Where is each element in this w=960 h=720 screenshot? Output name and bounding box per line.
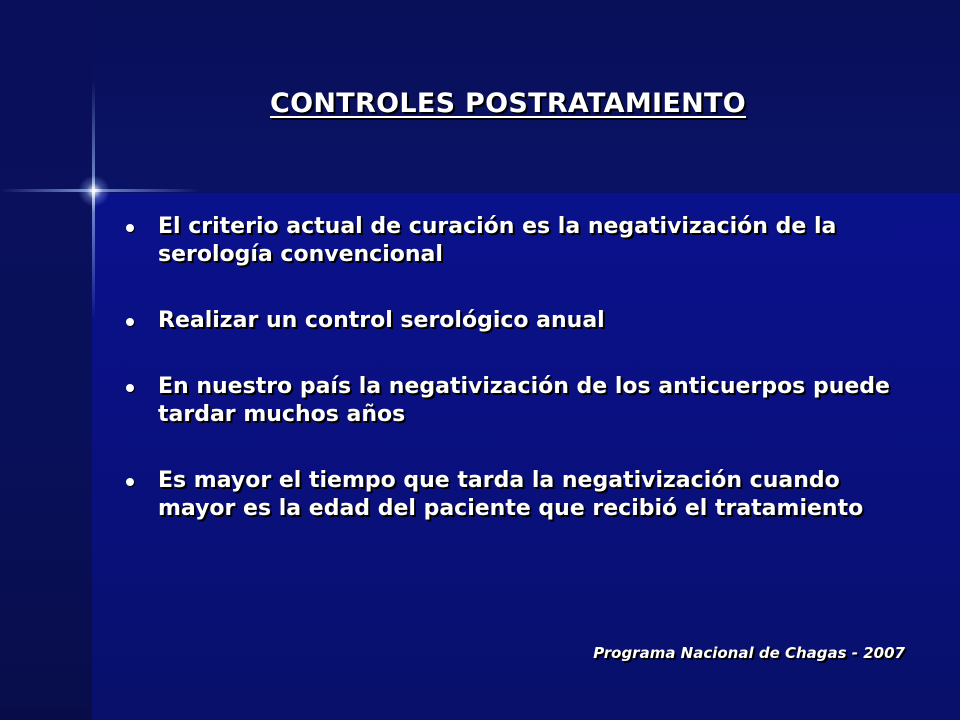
bullet-text: Realizar un control serológico anual <box>158 308 605 333</box>
bullet-text: El criterio actual de curación es la negativización de la serología convencional <box>158 214 837 267</box>
bullet-item <box>120 307 910 335</box>
bullet-item <box>120 373 910 429</box>
bullet-dot-icon <box>126 224 134 232</box>
light-flare-star-icon <box>78 175 110 207</box>
slide-title: CONTROLES POSTRATAMIENTO <box>270 88 746 119</box>
source-citation: Programa Nacional de Chagas - 2007 <box>593 644 905 662</box>
bullet-dot-icon <box>126 318 134 326</box>
bullet-dot-icon <box>126 478 134 486</box>
bullet-item <box>120 467 910 523</box>
bullet-text: En nuestro país la negativización de los anticuerpos puede tardar muchos años <box>158 374 890 427</box>
bullet-text: Es mayor el tiempo que tarda la negativización cuando mayor es la edad del paciente que recibió el tratamiento <box>158 468 864 521</box>
bullet-dot-icon <box>126 384 134 392</box>
bullet-item <box>120 213 910 269</box>
bullet-list <box>120 213 910 561</box>
